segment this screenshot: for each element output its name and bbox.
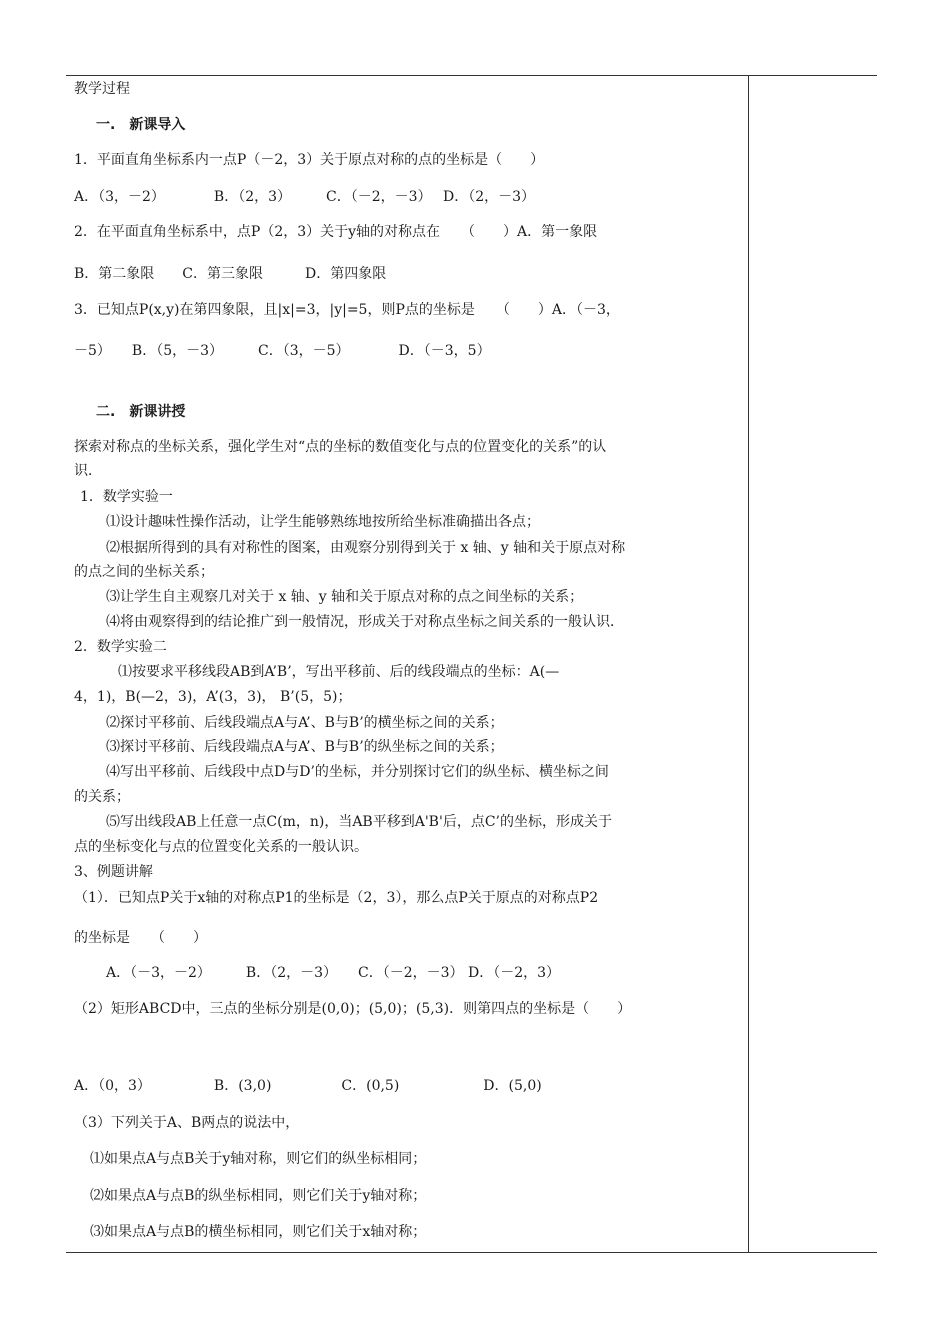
experiment-2-item-5-line-1: ⑸写出线段AB上任意一点C(m，n)，当AB平移到A'B'后，点C’的坐标，形成关于 bbox=[106, 814, 612, 830]
example-1-line-2: 的坐标是 （ ） bbox=[74, 930, 207, 946]
question-3-line-2: －5） B．（5，－3） C．（3，－5） D．（－3，5） bbox=[74, 343, 491, 359]
experiment-2-item-5-line-2: 点的坐标变化与点的位置变化关系的一般认识。 bbox=[74, 839, 368, 855]
examples-title: 3、例题讲解 bbox=[74, 864, 153, 880]
example-1-line-1: （1）．已知点P关于x轴的对称点P1的坐标是（2，3），那么点P关于原点的对称点P2 bbox=[74, 890, 599, 906]
column-divider bbox=[748, 75, 749, 1253]
experiment-2-item-4-line-2: 的关系； bbox=[74, 789, 130, 805]
experiment-2-item-3: ⑶探讨平移前、后线段端点A与A’、B与B’的纵坐标之间的关系； bbox=[106, 739, 504, 755]
experiment-1-item-1: ⑴设计趣味性操作活动，让学生能够熟练地按所给坐标准确描出各点； bbox=[106, 514, 540, 530]
experiment-1-item-4: ⑷将由观察得到的结论推广到一般情况，形成关于对称点坐标之间关系的一般认识． bbox=[106, 614, 624, 630]
experiment-2-item-1-line-1: ⑴按要求平移线段AB到A’B’，写出平移前、后的线段端点的坐标：A(— bbox=[118, 664, 560, 680]
example-3-item-2: ⑵如果点A与点B的纵坐标相同，则它们关于y轴对称； bbox=[90, 1188, 427, 1204]
question-3-line-1: 3．已知点P(x,y)在第四象限，且|x|=3，|y|=5，则P点的坐标是 （ ）A．（－3， bbox=[74, 302, 620, 318]
intro-line-1: 探索对称点的坐标关系，强化学生对“点的坐标的数值变化与点的位置变化的关系”的认 bbox=[74, 439, 607, 455]
experiment-2-title: 2．数学实验二 bbox=[74, 639, 167, 655]
example-2: （2）矩形ABCD中，三点的坐标分别是(0,0)；(5,0)；(5,3)．则第四点的坐标是（ ） bbox=[74, 1001, 632, 1017]
experiment-1-item-3: ⑶让学生自主观察几对关于 x 轴、y 轴和关于原点对称的点之间坐标的关系； bbox=[106, 589, 584, 605]
experiment-1-item-2-line-2: 的点之间的坐标关系； bbox=[74, 564, 214, 580]
section-label-teaching-process: 教学过程 bbox=[74, 81, 130, 97]
example-2-options: A．（0，3） B．(3,0) C．(0,5) D．(5,0) bbox=[74, 1078, 542, 1094]
heading-new-lesson-intro: 一. 新课导入 bbox=[96, 117, 186, 133]
table-bottom-border bbox=[66, 1252, 877, 1253]
experiment-1-title: 1．数学实验一 bbox=[80, 489, 173, 505]
experiment-1-item-2-line-1: ⑵根据所得到的具有对称性的图案，由观察分别得到关于 x 轴、y 轴和关于原点对称 bbox=[106, 540, 626, 556]
heading-new-lesson-teaching: 二. 新课讲授 bbox=[96, 404, 186, 420]
experiment-2-item-4-line-1: ⑷写出平移前、后线段中点D与D’的坐标，并分别探讨它们的纵坐标、横坐标之间 bbox=[106, 764, 609, 780]
question-1: 1．平面直角坐标系内一点P（－2，3）关于原点对称的点的坐标是（ ） bbox=[74, 152, 545, 168]
experiment-2-item-1-line-2: 4，1)，B(—2，3)，A’(3，3)， B’(5，5)； bbox=[74, 689, 352, 705]
experiment-2-item-2: ⑵探讨平移前、后线段端点A与A’、B与B’的横坐标之间的关系； bbox=[106, 715, 504, 731]
question-2-options: B．第二象限 C．第三象限 D．第四象限 bbox=[74, 266, 387, 282]
example-3: （3）下列关于A、B两点的说法中， bbox=[74, 1115, 300, 1131]
example-3-item-1: ⑴如果点A与点B关于y轴对称，则它们的纵坐标相同； bbox=[90, 1151, 427, 1167]
question-1-options: A．（3，－2） B．（2，3） C．（－2，－3） D．（2，－3） bbox=[74, 189, 536, 205]
example-1-options: A．（－3，－2） B．（2，－3） C．（－2，－3） D．（－2，3） bbox=[106, 965, 561, 981]
question-2: 2．在平面直角坐标系中，点P（2，3）关于y轴的对称点在 （ ）A．第一象限 bbox=[74, 224, 598, 240]
example-3-item-3: ⑶如果点A与点B的横坐标相同，则它们关于x轴对称； bbox=[90, 1224, 427, 1240]
intro-line-2: 识． bbox=[74, 463, 102, 479]
table-top-border bbox=[66, 75, 877, 76]
